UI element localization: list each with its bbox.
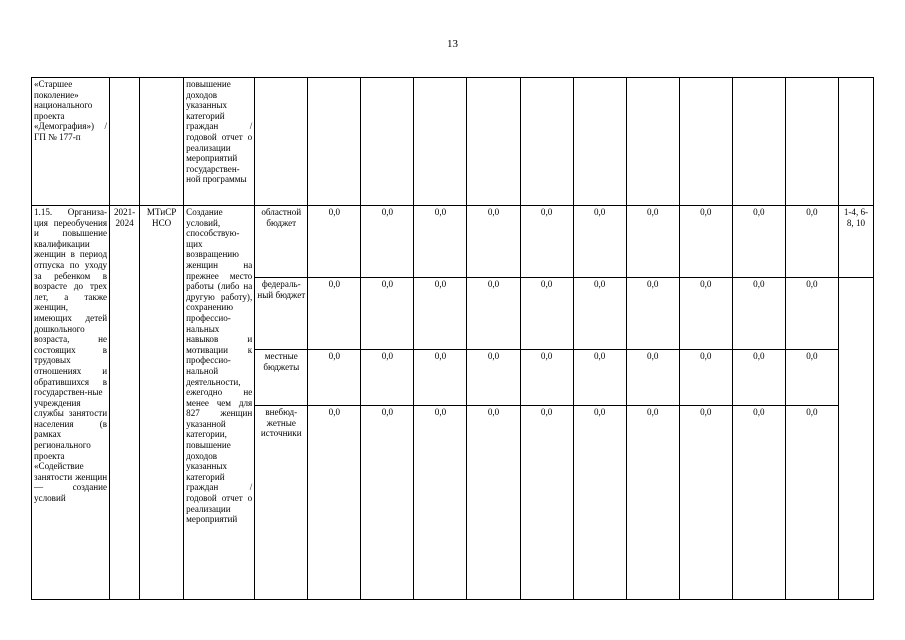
amount-cell: 0,0	[414, 350, 467, 406]
targets-cell: 1-4, 6-8, 10	[838, 206, 873, 278]
amount-cell: 0,0	[467, 406, 520, 600]
amount-cell: 0,0	[520, 206, 573, 278]
executor-cell	[140, 78, 184, 206]
amount-cell: 0,0	[785, 278, 838, 350]
period-cell: 2021-2024	[110, 206, 140, 600]
amount-cell: 0,0	[626, 278, 679, 350]
amount-cell: 0,0	[361, 406, 414, 600]
funding-source-cell: местные бюджеты	[255, 350, 308, 406]
executor-cell: МТиСР НСО	[140, 206, 184, 600]
empty-cell	[732, 78, 785, 206]
result-cell: повышение доходов указанных категорий граждан / годовой отчет о реализации мероприятий государствен-ной программы	[184, 78, 255, 206]
empty-cell	[838, 78, 873, 206]
amount-cell: 0,0	[573, 278, 626, 350]
empty-cell	[679, 78, 732, 206]
amount-cell: 0,0	[520, 406, 573, 600]
amount-cell: 0,0	[414, 278, 467, 350]
amount-cell: 0,0	[785, 406, 838, 600]
amount-cell: 0,0	[467, 278, 520, 350]
empty-cell	[467, 78, 520, 206]
empty-cell	[308, 78, 361, 206]
amount-cell: 0,0	[626, 206, 679, 278]
amount-cell: 0,0	[414, 406, 467, 600]
amount-cell: 0,0	[732, 406, 785, 600]
amount-cell: 0,0	[732, 278, 785, 350]
table-row	[32, 78, 874, 206]
empty-cell	[520, 78, 573, 206]
empty-cell	[361, 78, 414, 206]
amount-cell: 0,0	[414, 206, 467, 278]
page-number: 13	[447, 38, 458, 50]
amount-cell: 0,0	[732, 350, 785, 406]
result-cell: Создание условий, способствую-щих возвращению женщин на прежнее место работы (либо на другую работу), сохранению профессио-нальных навыков и мотивации к профессио-нальной деятельности, ежегодно не менее чем для 827 женщин указанной категории, повышение доходов указанных категорий граждан / годовой отчет о реализации мероприятий	[184, 206, 255, 600]
amount-cell: 0,0	[679, 206, 732, 278]
funding-source-cell: федераль-ный бюджет	[255, 278, 308, 350]
amount-cell: 0,0	[308, 350, 361, 406]
funding-source-cell: внебюд-жетные источники	[255, 406, 308, 600]
empty-cell	[414, 78, 467, 206]
amount-cell: 0,0	[308, 406, 361, 600]
amount-cell: 0,0	[626, 406, 679, 600]
amount-cell: 0,0	[308, 206, 361, 278]
amount-cell: 0,0	[467, 206, 520, 278]
amount-cell: 0,0	[361, 350, 414, 406]
amount-cell: 0,0	[679, 350, 732, 406]
amount-cell: 0,0	[626, 350, 679, 406]
empty-cell	[626, 78, 679, 206]
table-row	[32, 206, 874, 278]
amount-cell: 0,0	[573, 206, 626, 278]
activity-cell: «Старшее поколение» национального проекта «Демография») / ГП № 177-п	[32, 78, 110, 206]
empty-cell	[255, 78, 308, 206]
amount-cell: 0,0	[361, 278, 414, 350]
amount-cell: 0,0	[308, 278, 361, 350]
targets-cell	[838, 278, 873, 600]
amount-cell: 0,0	[679, 278, 732, 350]
amount-cell: 0,0	[573, 350, 626, 406]
amount-cell: 0,0	[520, 278, 573, 350]
amount-cell: 0,0	[679, 406, 732, 600]
period-cell	[110, 78, 140, 206]
amount-cell: 0,0	[732, 206, 785, 278]
amount-cell: 0,0	[361, 206, 414, 278]
amount-cell: 0,0	[785, 350, 838, 406]
amount-cell: 0,0	[785, 206, 838, 278]
empty-cell	[573, 78, 626, 206]
empty-cell	[785, 78, 838, 206]
amount-cell: 0,0	[467, 350, 520, 406]
activity-cell: 1.15. Организа-ция переобучения и повышение квалификации женщин в период отпуска по уходу за ребенком в возрасте до трех лет, а также женщин, имеющих детей дошкольного возраста, не состоящих в трудовых отношениях и обратившихся в государствен-ные учреждения службы занятости населения (в рамках регионального проекта «Содействие занятости женщин — создание условий	[32, 206, 110, 600]
amount-cell: 0,0	[573, 406, 626, 600]
amount-cell: 0,0	[520, 350, 573, 406]
funding-source-cell: областной бюджет	[255, 206, 308, 278]
program-activities-table	[31, 77, 874, 600]
